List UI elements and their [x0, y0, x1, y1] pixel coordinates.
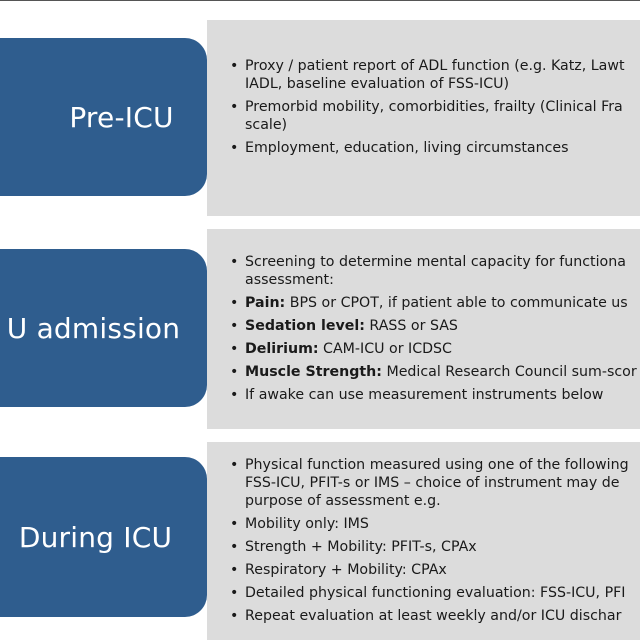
item-line: purpose of assessment e.g.: [245, 493, 441, 509]
list-item: [207, 386, 640, 404]
item-list: [207, 456, 640, 625]
item-line: CAM-ICU or ICDSC: [318, 341, 452, 357]
list-item: [207, 294, 640, 312]
list-item: [207, 538, 640, 556]
item-line: RASS or SAS: [364, 318, 458, 334]
bullet-icon: •: [230, 341, 239, 357]
item-line: FSS-ICU, PFIT-s or IMS – choice of instrument may de: [245, 475, 620, 491]
stage-label: Pre-ICU: [69, 100, 174, 134]
item-line: BPS or CPOT, if patient able to communicate us: [285, 295, 628, 311]
bullet-icon: •: [230, 585, 239, 601]
stage-label: During ICU: [18, 520, 173, 554]
item-line: Medical Research Council sum-scor: [381, 364, 637, 380]
list-item: [207, 317, 640, 335]
panel-during-icu: [207, 442, 640, 640]
panel-pre-icu: [207, 20, 640, 216]
list-item: [207, 139, 640, 157]
bullet-icon: •: [230, 608, 239, 624]
item-bold-label: Pain:: [245, 295, 286, 311]
list-item: [207, 253, 640, 289]
item-line: Employment, education, living circumstances: [245, 140, 569, 156]
stage-label: U admission: [6, 311, 181, 345]
bullet-icon: •: [230, 295, 239, 311]
top-border-line: [0, 0, 640, 1]
panel-icu-admission: [207, 229, 640, 429]
bullet-icon: •: [230, 539, 239, 555]
list-item: [207, 584, 640, 602]
item-line: Repeat evaluation at least weekly and/or ICU dischar: [245, 608, 622, 624]
item-line: Proxy / patient report of ADL function (e.g. Katz, Lawt: [245, 58, 625, 74]
item-line: assessment:: [245, 272, 334, 288]
item-line: Respiratory + Mobility: CPAx: [245, 562, 447, 578]
item-bold-label: Muscle Strength:: [245, 364, 382, 380]
item-line: Premorbid mobility, comorbidities, frailty (Clinical Fra: [245, 99, 623, 115]
stage-icu-admission: [0, 249, 207, 407]
bullet-icon: •: [230, 562, 239, 578]
list-item: [207, 607, 640, 625]
bullet-icon: •: [230, 318, 239, 334]
bullet-icon: •: [230, 99, 239, 115]
bullet-icon: •: [230, 58, 239, 74]
item-line: Mobility only: IMS: [245, 516, 369, 532]
bullet-icon: •: [230, 364, 239, 380]
item-list: [207, 253, 640, 404]
list-item: [207, 456, 640, 510]
bullet-icon: •: [230, 254, 239, 270]
bullet-icon: •: [230, 140, 239, 156]
item-line: scale): [245, 117, 288, 133]
bullet-icon: •: [230, 457, 239, 473]
list-item: [207, 340, 640, 358]
item-line: Strength + Mobility: PFIT-s, CPAx: [245, 539, 477, 555]
item-line: Detailed physical functioning evaluation: FSS-ICU, PFI: [245, 585, 626, 601]
item-bold-label: Sedation level:: [245, 318, 365, 334]
list-item: [207, 98, 640, 134]
item-line: Screening to determine mental capacity for functiona: [245, 254, 626, 270]
bullet-icon: •: [230, 387, 239, 403]
list-item: [207, 561, 640, 579]
list-item: [207, 57, 640, 93]
item-line: If awake can use measurement instruments below: [245, 387, 604, 403]
item-line: Physical function measured using one of the following: [245, 457, 629, 473]
bullet-icon: •: [230, 516, 239, 532]
list-item: [207, 515, 640, 533]
stage-pre-icu: [0, 38, 207, 196]
list-item: [207, 363, 640, 381]
item-line: IADL, baseline evaluation of FSS-ICU): [245, 76, 510, 92]
stage-during-icu: [0, 457, 207, 617]
item-bold-label: Delirium:: [245, 341, 319, 357]
item-list: [207, 57, 640, 157]
